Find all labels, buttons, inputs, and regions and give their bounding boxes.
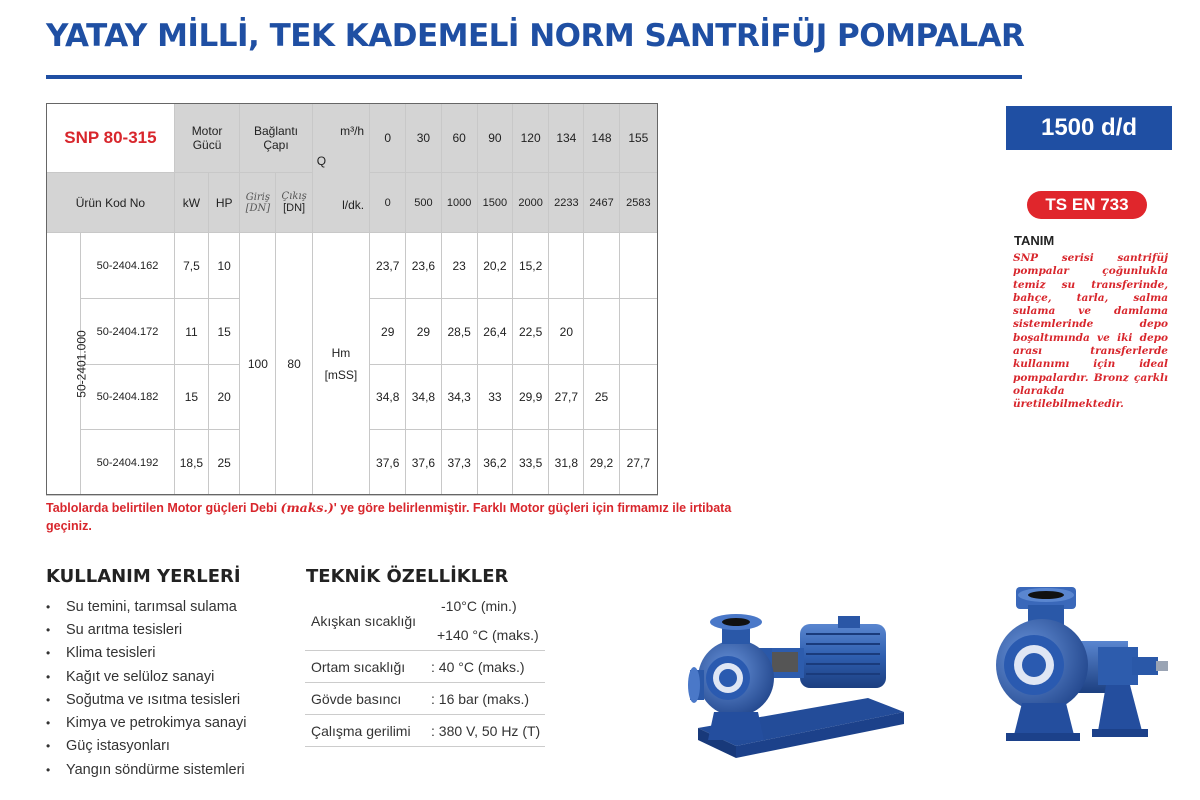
product-code-header: Ürün Kod No xyxy=(47,173,175,233)
tech-heading: TEKNİK ÖZELLİKLER xyxy=(306,566,509,587)
voltage-label: Çalışma gerilimi xyxy=(305,715,429,747)
head-value xyxy=(584,233,619,299)
product-code: 50-2404.182 xyxy=(81,365,175,430)
outlet-dn-value: 80 xyxy=(276,233,312,496)
tech-specs-table xyxy=(305,592,545,747)
flow-ldk-cell: 500 xyxy=(406,173,441,233)
head-value: 29,2 xyxy=(584,430,619,496)
flow-m3h-cell: 60 xyxy=(441,104,477,173)
ambient-temp-row xyxy=(305,651,545,683)
product-code: 50-2404.192 xyxy=(81,430,175,496)
speed-badge: 1500 d/d xyxy=(1006,106,1172,150)
hp-header: HP xyxy=(209,173,240,233)
list-item: • Kimya ve petrokimya sanayi xyxy=(46,715,247,732)
hp-value: 10 xyxy=(209,233,240,299)
kw-value: 18,5 xyxy=(174,430,208,496)
bullet-icon: • xyxy=(46,716,51,731)
head-value: 33 xyxy=(477,365,512,430)
head-value: 27,7 xyxy=(549,365,584,430)
flow-ldk-cell: 1500 xyxy=(477,173,512,233)
bullet-icon: • xyxy=(46,739,51,754)
motor-power-header: Motor Gücü xyxy=(174,104,239,173)
head-label: Hm [mSS] xyxy=(312,233,369,496)
bullet-icon: • xyxy=(46,762,51,777)
head-value xyxy=(584,299,619,365)
flow-m3h-cell: 134 xyxy=(549,104,584,173)
list-item: • Kağıt ve selüloz sanayi xyxy=(46,668,215,685)
head-value: 37,6 xyxy=(370,430,406,496)
head-value: 25 xyxy=(584,365,619,430)
head-value: 33,5 xyxy=(513,430,549,496)
head-value: 29,9 xyxy=(513,365,549,430)
description-text: SNP serisi santrifüj pompalar çoğunlukla temiz su transferinde, bahçe, tarla, salma sulama ve damlama sistemlerinde depo boşaltımında ve iki depo arası transferlerde kullanımı için ideal pompalardır. Bronz çarklı olarakda üretilebilmektedir. xyxy=(1013,252,1168,411)
list-item: • Soğutma ve ısıtma tesisleri xyxy=(46,691,241,708)
head-value: 20,2 xyxy=(477,233,512,299)
flow-m3h-cell: 120 xyxy=(513,104,549,173)
fluid-temp-row xyxy=(305,592,545,651)
connection-header: Bağlantı Çapı xyxy=(240,104,312,173)
hp-value: 25 xyxy=(209,430,240,496)
list-item: • Yangın söndürme sistemleri xyxy=(46,761,245,778)
body-pressure-value: : 16 bar (maks.) xyxy=(429,683,545,715)
bullet-icon: • xyxy=(46,622,51,637)
head-value xyxy=(619,233,657,299)
hp-value: 20 xyxy=(209,365,240,430)
flow-m3h-cell: 0 xyxy=(370,104,406,173)
group-code: 50-2401.000 xyxy=(47,233,81,496)
flow-m3h-cell: 30 xyxy=(406,104,441,173)
flow-ldk-cell: 2233 xyxy=(549,173,584,233)
head-value: 34,8 xyxy=(406,365,441,430)
pump-with-motor-image xyxy=(688,608,914,768)
page-title: YATAY MİLLİ, TEK KADEMELİ NORM SANTRİFÜJ POMPALAR xyxy=(46,18,1025,54)
flow-ldk-cell: 0 xyxy=(370,173,406,233)
title-divider xyxy=(46,75,1022,79)
flow-m3h-cell: 155 xyxy=(619,104,657,173)
ambient-temp-label: Ortam sıcaklığı xyxy=(305,651,429,683)
bullet-icon: • xyxy=(46,692,51,707)
fluid-temp-label: Akışkan sıcaklığı xyxy=(305,592,429,651)
flow-ldk-cell: 2583 xyxy=(619,173,657,233)
head-value: 28,5 xyxy=(441,299,477,365)
voltage-row xyxy=(305,715,545,747)
head-value: 34,8 xyxy=(370,365,406,430)
kw-header: kW xyxy=(174,173,208,233)
inlet-dn-value: 100 xyxy=(240,233,276,496)
bullet-icon: • xyxy=(46,669,51,684)
head-value: 23 xyxy=(441,233,477,299)
spec-table xyxy=(46,103,658,496)
head-value: 20 xyxy=(549,299,584,365)
flow-m3h-cell: 90 xyxy=(477,104,512,173)
flow-ldk-cell: 2000 xyxy=(513,173,549,233)
hp-value: 15 xyxy=(209,299,240,365)
usage-list xyxy=(46,595,247,781)
head-value: 23,7 xyxy=(370,233,406,299)
head-value: 23,6 xyxy=(406,233,441,299)
inlet-header: Giriş [DN] xyxy=(240,173,276,233)
list-item: • Güç istasyonları xyxy=(46,738,170,755)
head-value xyxy=(549,233,584,299)
flow-ldk-cell: 1000 xyxy=(441,173,477,233)
flow-ldk-cell: 2467 xyxy=(584,173,619,233)
table-row xyxy=(47,233,658,299)
list-item: • Su temini, tarımsal sulama xyxy=(46,598,237,615)
body-pressure-row xyxy=(305,683,545,715)
head-value: 37,6 xyxy=(406,430,441,496)
flow-m3h-cell: 148 xyxy=(584,104,619,173)
fluid-temp-value: -10°C (min.) +140 °C (maks.) xyxy=(429,592,545,651)
usage-heading: KULLANIM YERLERİ xyxy=(46,566,241,587)
body-pressure-label: Gövde basıncı xyxy=(305,683,429,715)
head-value: 22,5 xyxy=(513,299,549,365)
head-value: 29 xyxy=(406,299,441,365)
head-value: 27,7 xyxy=(619,430,657,496)
ambient-temp-value: : 40 °C (maks.) xyxy=(429,651,545,683)
head-value: 15,2 xyxy=(513,233,549,299)
outlet-header: Çıkış [DN] xyxy=(276,173,312,233)
standard-badge: TS EN 733 xyxy=(1027,191,1147,219)
bullet-icon: • xyxy=(46,599,51,614)
head-value: 31,8 xyxy=(549,430,584,496)
head-value xyxy=(619,299,657,365)
product-code: 50-2404.162 xyxy=(81,233,175,299)
head-value: 29 xyxy=(370,299,406,365)
product-code: 50-2404.172 xyxy=(81,299,175,365)
list-item: • Klima tesisleri xyxy=(46,645,156,662)
kw-value: 7,5 xyxy=(174,233,208,299)
head-value: 26,4 xyxy=(477,299,512,365)
list-item: • Su arıtma tesisleri xyxy=(46,621,183,638)
head-value: 34,3 xyxy=(441,365,477,430)
footnote: Tablolarda belirtilen Motor güçleri Debi (maks.)' ye göre belirlenmiştir. Farklı Motor güçleri için firmamız ile irtibata geçiniz. xyxy=(46,500,732,533)
head-value xyxy=(619,365,657,430)
bullet-icon: • xyxy=(46,646,51,661)
head-value: 36,2 xyxy=(477,430,512,496)
flow-q-label: m³/h Q l/dk. xyxy=(312,104,369,233)
description-heading: TANIM xyxy=(1014,233,1055,248)
bare-shaft-pump-image xyxy=(994,585,1172,757)
voltage-value: : 380 V, 50 Hz (T) xyxy=(429,715,545,747)
kw-value: 11 xyxy=(174,299,208,365)
head-value: 37,3 xyxy=(441,430,477,496)
model-name: SNP 80-315 xyxy=(47,104,175,173)
kw-value: 15 xyxy=(174,365,208,430)
